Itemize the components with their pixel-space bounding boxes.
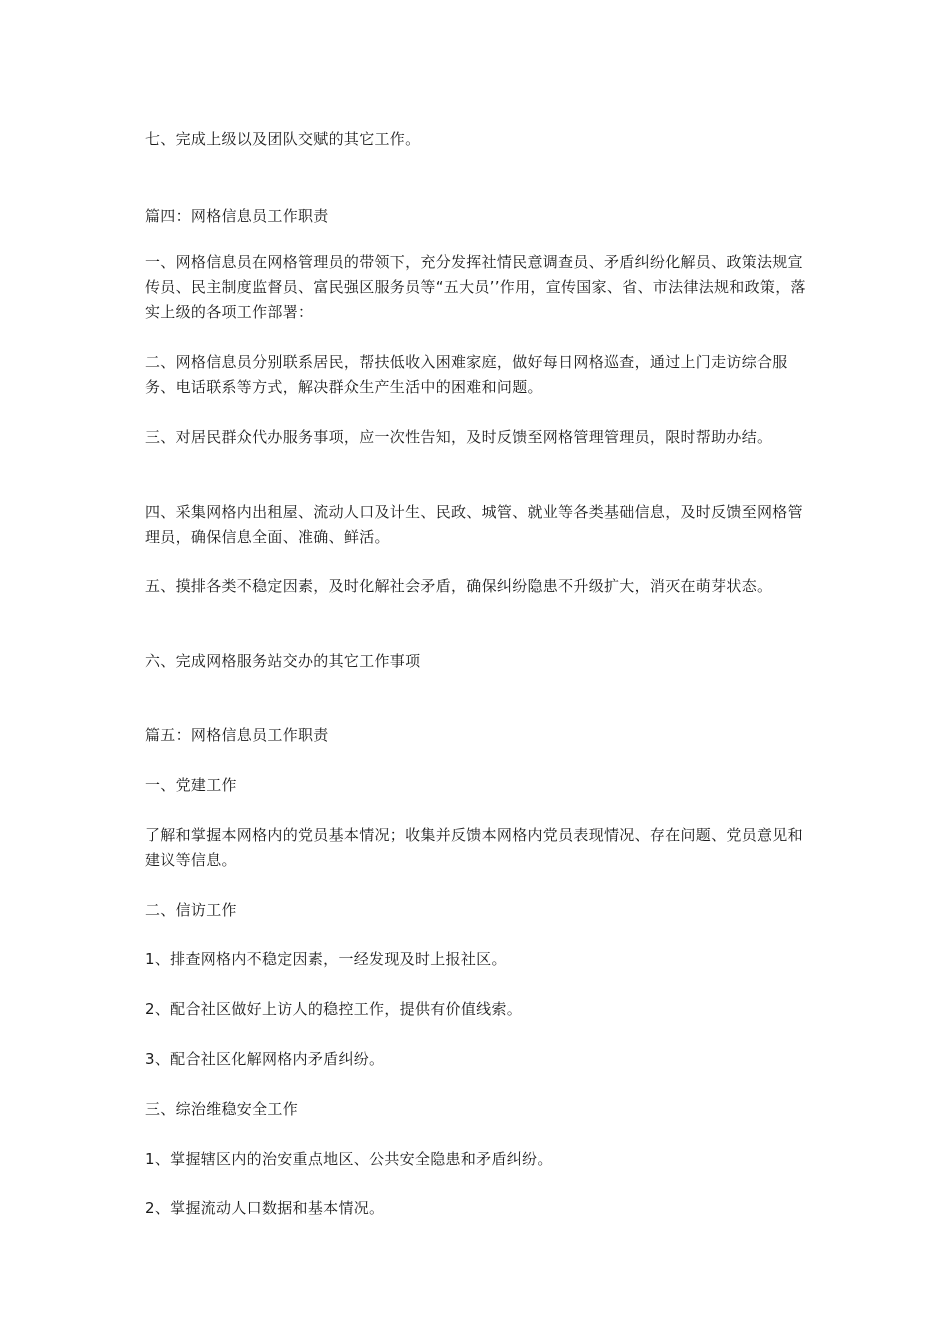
list-item-petition-3: 3、配合社区化解网格内矛盾纠纷。 [145,1050,385,1068]
subheading-party-building: 一、党建工作 [145,776,237,794]
paragraph-item-3: 三、对居民群众代办服务事项，应一次性告知，及时反馈至网格管理管理员，限时帮助办结。 [145,428,773,446]
subheading-petition: 二、信访工作 [145,901,237,919]
list-item-safety-1: 1、掌握辖区内的治安重点地区、公共安全隐患和矛盾纠纷。 [145,1150,553,1168]
list-item-petition-1: 1、排查网格内不稳定因素，一经发现及时上报社区。 [145,950,507,968]
paragraph-party-building: 了解和掌握本网格内的党员基本情况；收集并反馈本网格内党员表现情况、存在问题、党员意见和建议等信息。 [145,826,803,869]
section-heading-chapter-5: 篇五：网格信息员工作职责 [145,726,329,744]
paragraph-item-4: 四、采集网格内出租屋、流动人口及计生、民政、城管、就业等各类基础信息，及时反馈至网格管理员，确保信息全面、准确、鲜活。 [145,503,803,546]
list-item-petition-2: 2、配合社区做好上访人的稳控工作，提供有价值线索。 [145,1000,523,1018]
paragraph-item-1: 一、网格信息员在网格管理员的带领下，充分发挥社情民意调查员、矛盾纠纷化解员、政策法规宣传员、民主制度监督员、富民强区服务员等“五大员’’作用，宣传国家、省、市法律法规和政策，落实上级的各项工作部署： [145,253,806,321]
section-heading-chapter-4: 篇四：网格信息员工作职责 [145,207,329,225]
paragraph-item-6: 六、完成网格服务站交办的其它工作事项 [145,652,421,670]
paragraph-item-2: 二、网格信息员分别联系居民，帮扶低收入困难家庭，做好每日网格巡查，通过上门走访综合服务、电话联系等方式，解决群众生产生活中的困难和问题。 [145,353,788,396]
paragraph-item-7: 七、完成上级以及团队交赋的其它工作。 [145,130,421,148]
list-item-safety-2: 2、掌握流动人口数据和基本情况。 [145,1199,385,1217]
subheading-stability-safety: 三、综治维稳安全工作 [145,1100,299,1118]
paragraph-item-5: 五、摸排各类不稳定因素，及时化解社会矛盾，确保纠纷隐患不升级扩大，消灭在萌芽状态。 [145,577,773,595]
